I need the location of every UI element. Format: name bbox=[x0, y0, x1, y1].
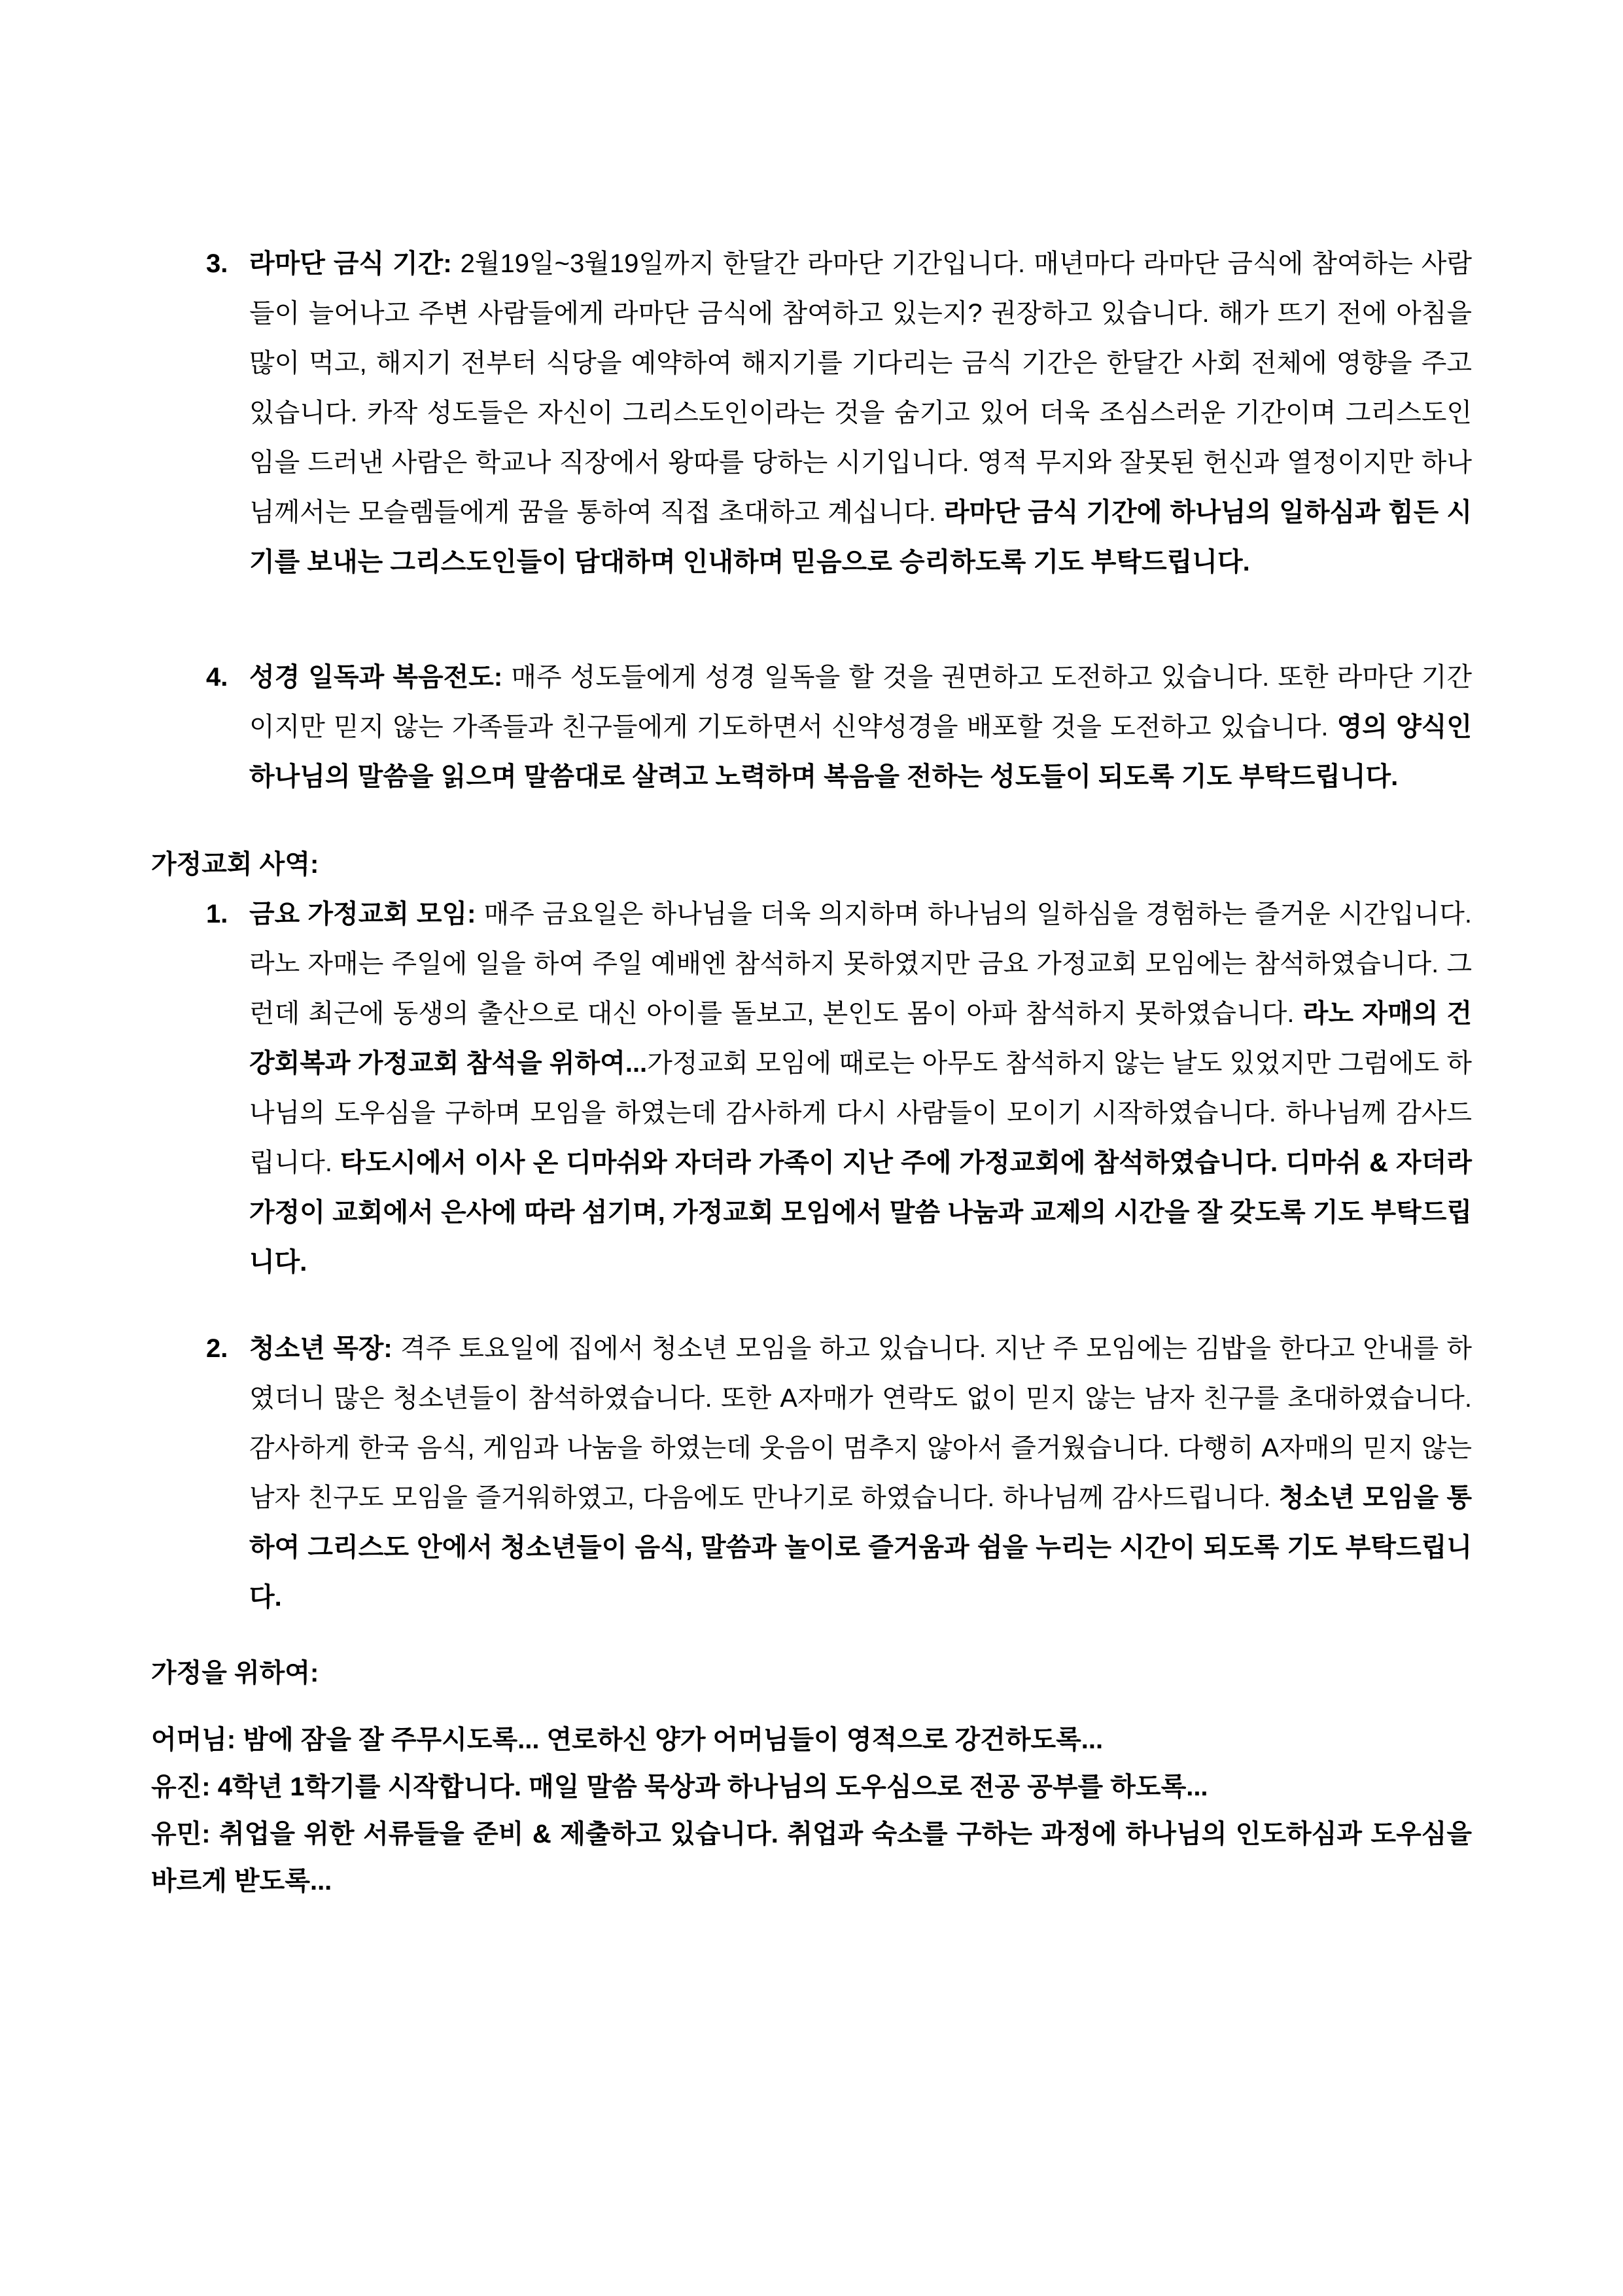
bold-text-run: 청소년 목장: bbox=[249, 1334, 400, 1363]
family-line-mother bbox=[151, 1716, 1472, 1763]
house-church-item-1 bbox=[151, 889, 1472, 1287]
bold-text-run: 라노 자매의 건강회복과 가정교회 참석을 위하여... bbox=[249, 999, 1472, 1078]
bold-text-run: 유민: 취업을 위한 서류들을 준비 & 제출하고 있습니다. 취업과 숙소를 구하는 과정에 하나님의 인도하심과 도우심을 바르게 받도록... bbox=[151, 1820, 1472, 1896]
item-text bbox=[249, 1324, 1472, 1622]
text-run: 가정교회 모임에 때로는 아무도 참석하지 않는 날도 있었지만 그럼에도 하나님의 도우심을 구하며 모임을 하였는데 감사하게 다시 사람들이 모이기 시작하였습니다. 하나님께 감사드립니다. bbox=[249, 1049, 1473, 1177]
text-run: 매주 성도들에게 성경 일독을 할 것을 권면하고 도전하고 있습니다. 또한 라마단 기간이지만 믿지 않는 가족들과 친구들에게 기도하면서 신약성경을 배포할 것을 도전하고 있습니다. bbox=[249, 663, 1473, 741]
bold-text-run: 금요 가정교회 모임: bbox=[249, 900, 484, 928]
item-number: 2. bbox=[206, 1334, 228, 1363]
bold-text-run: 라마단 금식 기간에 하나님의 일하심과 힘든 시기를 보내는 그리스도인들이 담대하며 인내하며 믿음으로 승리하도록 기도 부탁드립니다. bbox=[249, 498, 1473, 576]
bold-text-run: 타도시에서 이사 온 디마쉬와 자더라 가족이 지난 주에 가정교회에 참석하였습니다. 디마쉬 & 자더라 가정이 교회에서 은사에 따라 섬기며, 가정교회 모임에서 말씀 나눔과 교제의 시간을 잘 갖도록 기도 부탁드립니다. bbox=[249, 1148, 1472, 1277]
family-prayer-block bbox=[151, 1716, 1472, 1905]
text-run: 2월19일~3월19일까지 한달간 라마단 기간입니다. 매년마다 라마단 금식에 참여하는 사람들이 늘어나고 주변 사람들에게 라마단 금식에 참여하고 있는지? 권장하고 있습니다. 해가 뜨기 전에 아침을 많이 먹고, 해지기 전부터 식당을 예약하여 해지기를 기다리는 금식 기간은 한달간 사회 전체에 영향을 주고 있습니다. 카작 성도들은 자신이 그리스도인이라는 것을 숨기고 있어 더욱 조심스러운 기간이며 그리스도인임을 드러낸 사람은 학교나 직장에서 왕따를 당하는 시기입니다. 영적 무지와 잘못된 헌신과 열정이지만 하나님께서는 모슬렘들에게 꿈을 통하여 직접 초대하고 계십니다. bbox=[249, 249, 1472, 527]
item-number: 3. bbox=[206, 249, 228, 278]
prayer-item-3 bbox=[151, 239, 1472, 587]
text-run: 매주 금요일은 하나님을 더욱 의지하며 하나님의 일하심을 경험하는 즐거운 시간입니다. 라노 자매는 주일에 일을 하여 주일 예배엔 참석하지 못하였지만 금요 가정교회 모임에는 참석하였습니다. 그런데 최근에 동생의 출산으로 대신 아이를 돌보고, 본인도 몸이 아파 참석하지 못하였습니다. bbox=[249, 900, 1473, 1028]
item-number: 4. bbox=[206, 663, 228, 692]
bold-text-run: 라마단 금식 기간: bbox=[249, 249, 461, 278]
prayer-item-4 bbox=[151, 652, 1472, 802]
bold-text-run: 성경 일독과 복음전도: bbox=[249, 663, 512, 692]
item-number: 1. bbox=[206, 900, 228, 928]
bold-text-run: 유진: 4학년 1학기를 시작합니다. 매일 말씀 묵상과 하나님의 도우심으로 전공 공부를 하도록... bbox=[151, 1773, 1208, 1801]
bold-text-run: 청소년 모임을 통하여 그리스도 안에서 청소년들이 음식, 말씀과 놀이로 즐거움과 쉼을 누리는 시간이 되도록 기도 부탁드립니다. bbox=[249, 1483, 1472, 1612]
family-line-yumin bbox=[151, 1810, 1472, 1905]
item-text bbox=[249, 239, 1472, 587]
bold-text-run: 영의 양식인 하나님의 말씀을 읽으며 말씀대로 살려고 노력하며 복음을 전하는 성도들이 되도록 기도 부탁드립니다. bbox=[249, 713, 1472, 791]
item-text bbox=[249, 889, 1472, 1287]
bold-text-run: 어머님: 밤에 잠을 잘 주무시도록... 연로하신 양가 어머님들이 영적으로 강건하도록... bbox=[151, 1725, 1104, 1754]
family-line-yujin bbox=[151, 1763, 1472, 1810]
family-section-heading: 가정을 위하여: bbox=[151, 1659, 319, 1687]
text-run: 격주 토요일에 집에서 청소년 모임을 하고 있습니다. 지난 주 모임에는 김밥을 한다고 안내를 하였더니 많은 청소년들이 참석하였습니다. 또한 A자매가 연락도 없이 믿지 않는 남자 친구를 초대하였습니다. 감사하게 한국 음식, 게임과 나눔을 하였는데 웃음이 멈추지 않아서 즐거웠습니다. 다행히 A자매의 믿지 않는 남자 친구도 모임을 즐거워하였고, 다음에도 만나기로 하였습니다. 하나님께 감사드립니다. bbox=[249, 1334, 1473, 1512]
house-church-section-heading: 가정교회 사역: bbox=[151, 850, 319, 879]
house-church-item-2 bbox=[151, 1324, 1472, 1622]
item-text bbox=[249, 652, 1472, 802]
